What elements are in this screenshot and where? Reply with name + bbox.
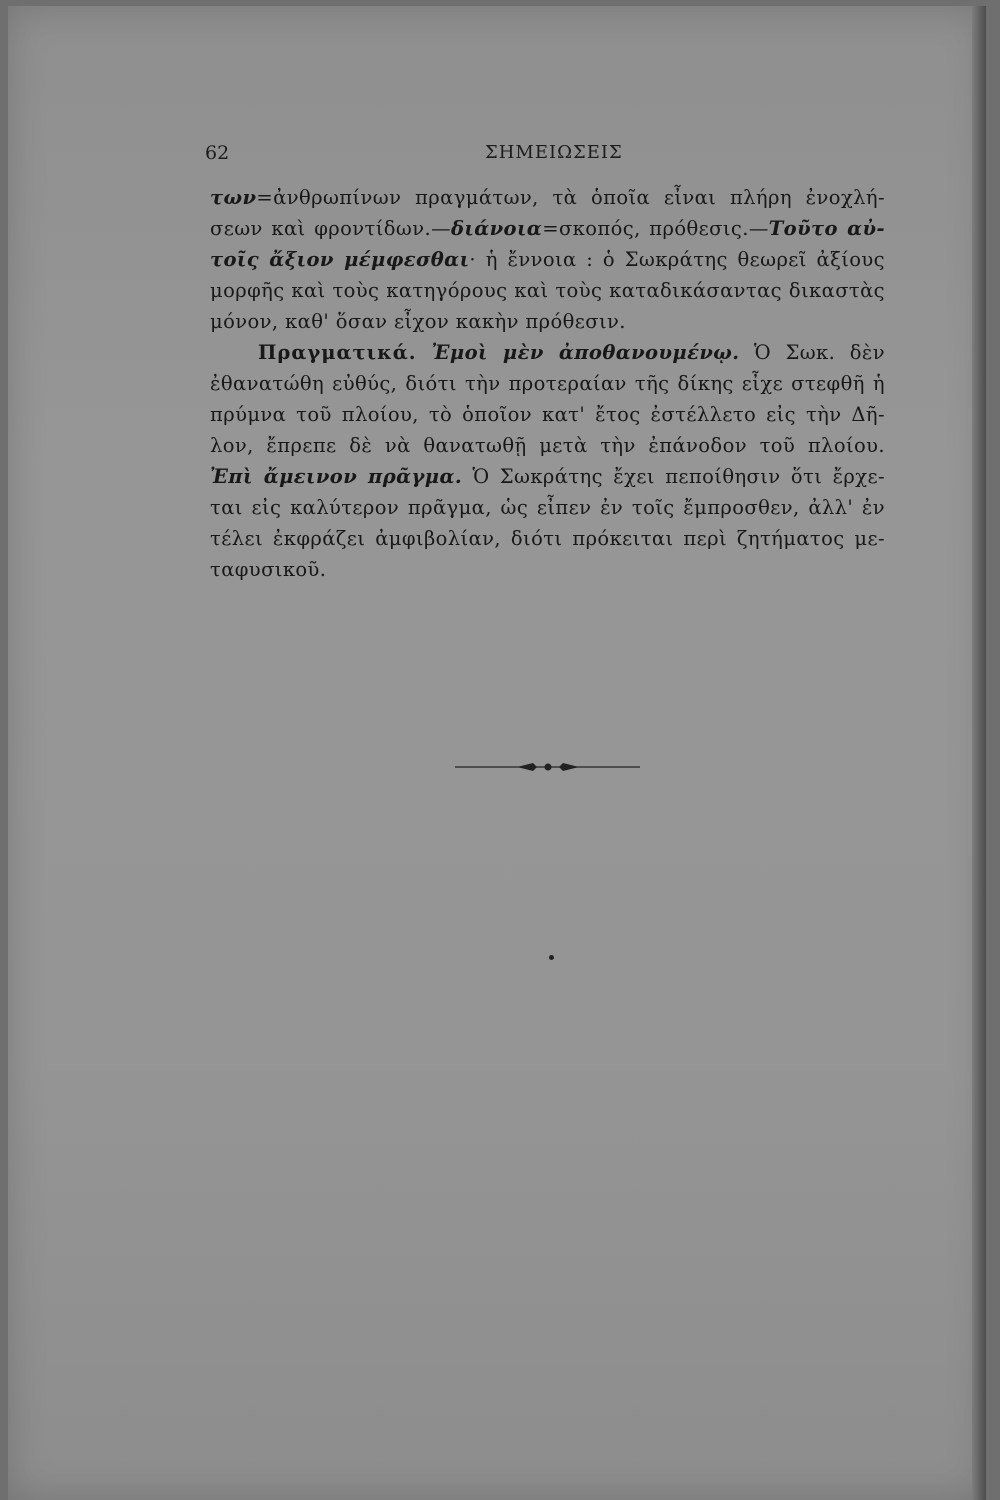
- p2-line-1-seg-3: Ὁ Σωκ. δὲν: [739, 341, 885, 364]
- p2-line-1: [210, 337, 885, 368]
- p2-line-5-seg-1: Ἐπὶ ἄμεινον πρᾶγμα.: [210, 465, 463, 488]
- p2-line-3: πρύμνα τοῦ πλοίου, τὸ ὁποῖον κατ' ἔτος ἐστέλλετο εἰς τὴν Δῆ-: [210, 403, 885, 426]
- p2-lemma: Ἐμοὶ μὲν ἀποθανουμένῳ.: [416, 341, 740, 364]
- p1-line-2-seg-2: διάνοια: [450, 217, 543, 240]
- p1-line-2-seg-3: =σκοπός, πρόθεσις.—: [542, 217, 769, 240]
- divider-center-dot: [545, 764, 552, 771]
- p1-line-2-seg-4: Τοῦτο αὐ-: [768, 217, 885, 240]
- page-edge-shadow: [972, 6, 986, 1500]
- p1-line-2-seg-1: σεων καὶ φροντίδων.—: [210, 217, 451, 240]
- p1-line-2: [210, 213, 885, 244]
- p1-line-3-seg-2: · ἡ ἔννοια : ὁ Σωκράτης θεωρεῖ ἀξίους: [469, 248, 885, 271]
- p1-line-1-seg-2: =ἀνθρωπίνων πραγμάτων, τὰ ὁποῖα εἶναι πλήρη ἐνοχλή-: [256, 186, 885, 209]
- running-head: ΣΗΜΕΙΩΣΕΙΣ: [485, 142, 623, 163]
- p2-heading: Πραγματικά.: [258, 341, 417, 364]
- p2-line-7: τέλει ἐκφράζει ἀμφιβολίαν, διότι πρόκειται περὶ ζητήματος με-: [210, 527, 885, 550]
- p2-line-6: ται εἰς καλύτερον πρᾶγμα, ὡς εἶπεν ἐν τοῖς ἔμπροσθεν, ἀλλ' ἐν: [210, 496, 885, 519]
- p1-line-4: μορφῆς καὶ τοὺς κατηγόρους καὶ τοὺς καταδικάσαντας δικαστὰς: [210, 279, 885, 302]
- p2-line-5-seg-2: Ὁ Σωκράτης ἔχει πεποίθησιν ὅτι ἔρχε-: [462, 465, 885, 488]
- p1-line-3: [210, 244, 885, 275]
- p1-line-3-seg-1: τοῖς ἄξιον μέμφεσθαι: [210, 248, 470, 271]
- notes-text: [210, 182, 885, 585]
- ornament-divider: [455, 757, 640, 777]
- p2-line-2: ἐθανατώθη εὐθύς, διότι τὴν προτεραίαν τῆς δίκης εἶχε στεφθῆ ἡ: [210, 372, 885, 395]
- divider-leaf-left: [517, 763, 537, 771]
- ink-speck: [549, 955, 554, 960]
- divider-leaf-right: [559, 763, 579, 771]
- p1-line-5: μόνον, καθ' ὅσαν εἶχον κακὴν πρόθεσιν.: [210, 310, 626, 333]
- p2-line-4: λον, ἔπρεπε δὲ νὰ θανατωθῇ μετὰ τὴν ἐπάνοδον τοῦ πλοίου.: [210, 434, 885, 457]
- p1-line-1-seg-1: των: [210, 186, 257, 209]
- p2-line-5: [210, 461, 885, 492]
- page-number: 62: [205, 142, 230, 164]
- p1-line-1: [210, 182, 885, 213]
- p2-line-8: ταφυσικοῦ.: [210, 558, 327, 581]
